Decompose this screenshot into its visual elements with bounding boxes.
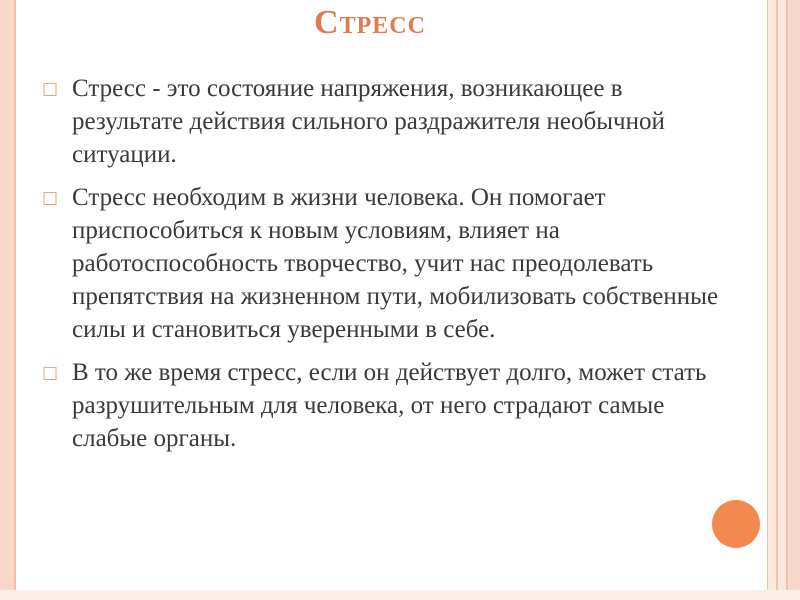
right-border-stripe: [768, 0, 776, 600]
right-border-stripe: [778, 0, 786, 600]
list-item: [42, 356, 732, 455]
bottom-band: [0, 590, 800, 600]
left-border: [0, 0, 14, 600]
bullet-box-icon: ☐: [42, 189, 59, 210]
list-item: [42, 181, 732, 346]
bullet-box-icon: ☐: [42, 364, 59, 385]
bullet-list: [42, 72, 732, 465]
right-border-stripe: [788, 0, 800, 600]
list-item-text: Стресс необходим в жизни человека. Он помогает приспособиться к новым условиям, влияет на работоспособность творчество, учит нас преодолевать препятствия на жизненном пути, мобилизовать собственные силы и становиться уверенными в себе.: [72, 184, 719, 343]
bullet-box-icon: ☐: [42, 80, 59, 101]
slide-title: Стресс: [314, 4, 426, 41]
list-item-text: Стресс - это состояние напряжения, возникающее в результате действия сильного раздражителя необычной ситуации.: [72, 75, 665, 168]
decorative-circle-icon: [712, 500, 760, 548]
left-border-line: [14, 0, 16, 600]
list-item: [42, 72, 732, 171]
list-item-text: В то же время стресс, если он действует долго, может стать разрушительным для человека, от него страдают самые слабые органы.: [72, 359, 707, 452]
